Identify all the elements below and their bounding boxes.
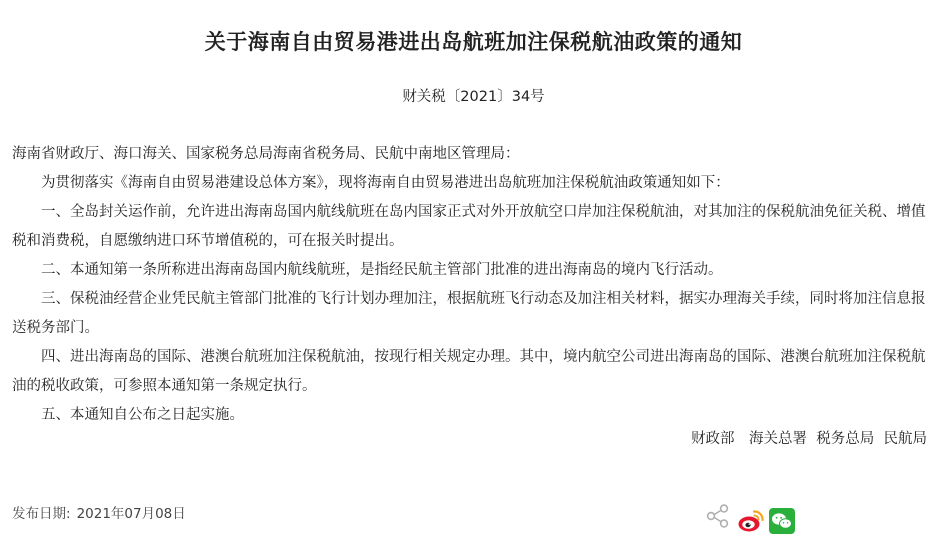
- document-body: [12, 140, 927, 430]
- paragraph-1: 一、全岛封关运作前，允许进出海南岛国内航线航班在岛内国家正式对外开放航空口岸加注保税航油，对其加注的保税航油免征关税、增值税和消费税，自愿缴纳进口环节增值税的，可在报关时提出。: [12, 204, 926, 249]
- signing-authorities: 财政部 海关总署 税务总局 民航局: [691, 431, 927, 447]
- publish-date: [12, 502, 186, 522]
- share-bar: [705, 503, 805, 535]
- paragraph-4: 四、进出海南岛的国际、港澳台航班加注保税航油，按现行相关规定办理。其中，境内航空公司进出海南岛的国际、港澳台航班加注保税航油的税收政策，可参照本通知第一条规定执行。: [12, 349, 926, 394]
- wechat-icon[interactable]: [769, 508, 795, 534]
- document-number: 财关税〔2021〕34号: [402, 89, 545, 105]
- paragraph-intro: 为贯彻落实《海南自由贸易港建设总体方案》，现将海南自由贸易港进出岛航班加注保税航油政策通知如下：: [41, 175, 730, 191]
- publish-date-value: 2021年07月08日: [76, 506, 186, 522]
- weibo-icon[interactable]: [737, 508, 765, 534]
- addressee: 海南省财政厅、海口海关、国家税务总局海南省税务局、民航中南地区管理局：: [12, 146, 520, 162]
- share-icon[interactable]: [705, 503, 731, 529]
- publish-date-label: 发布日期:: [12, 506, 71, 522]
- document-title: 关于海南自由贸易港进出岛航班加注保税航油政策的通知: [204, 30, 743, 54]
- paragraph-5: 五、本通知自公布之日起实施。: [41, 407, 244, 423]
- paragraph-3: 三、保税油经营企业凭民航主管部门批准的飞行计划办理加注，根据航班飞行动态及加注相关材料，据实办理海关手续，同时将加注信息报送税务部门。: [12, 291, 926, 336]
- paragraph-2: 二、本通知第一条所称进出海南岛国内航线航班，是指经民航主管部门批准的进出海南岛的境内飞行活动。: [41, 262, 723, 278]
